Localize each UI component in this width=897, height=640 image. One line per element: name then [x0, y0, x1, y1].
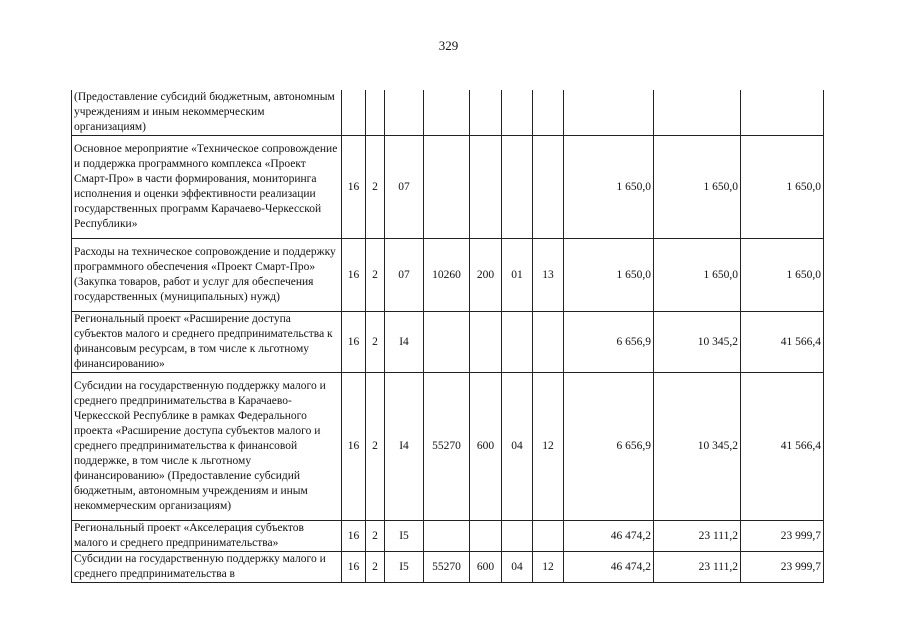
- code-ministry: 16: [342, 239, 366, 312]
- amount-year-3: 41 566,4: [741, 373, 824, 521]
- code-direction: [424, 136, 470, 239]
- row-description: Региональный проект «Расширение доступа субъектов малого и среднего предпринимательства к финансовым ресурсам, в том числе к льготному финансированию»: [72, 312, 342, 373]
- page-number: 329: [438, 38, 459, 53]
- amount-year-3: [741, 90, 824, 136]
- amount-year-2: 23 111,2: [654, 521, 741, 552]
- code-ministry: [342, 90, 366, 136]
- code-expense-type: 600: [470, 552, 502, 583]
- code-subprogram: 07: [385, 136, 424, 239]
- code-ministry: 16: [342, 552, 366, 583]
- code-program: 2: [366, 239, 385, 312]
- table-row: [72, 136, 824, 239]
- amount-year-3: 1 650,0: [741, 239, 824, 312]
- amount-year-3: 23 999,7: [741, 552, 824, 583]
- amount-year-2: [654, 90, 741, 136]
- amount-year-1: 46 474,2: [564, 521, 654, 552]
- code-expense-type: [470, 136, 502, 239]
- code-direction: 55270: [424, 552, 470, 583]
- amount-year-2: 10 345,2: [654, 312, 741, 373]
- budget-table: [71, 90, 824, 583]
- code-subprogram: [385, 90, 424, 136]
- code-section: 01: [502, 239, 533, 312]
- code-subsection: [533, 521, 564, 552]
- code-ministry: 16: [342, 136, 366, 239]
- code-subprogram: I5: [385, 521, 424, 552]
- amount-year-1: [564, 90, 654, 136]
- table-row: [72, 239, 824, 312]
- code-direction: [424, 312, 470, 373]
- amount-year-1: 6 656,9: [564, 373, 654, 521]
- code-program: [366, 90, 385, 136]
- code-ministry: 16: [342, 521, 366, 552]
- row-description: Расходы на техническое сопровождение и поддержку программного обеспечения «Проект Смарт-Про» (Закупка товаров, работ и услуг для обеспечения государственных (муниципальных) нужд): [72, 239, 342, 312]
- row-description: Субсидии на государственную поддержку малого и среднего предпринимательства в Карачаево-Черкесской Республике в рамках Федерального проекта «Расширение доступа субъектов малого и среднего предпринимательства к финансовой поддержке, в том числе к льготному финансированию» (Предоставление субсидий бюджетным, автономным учреждениям и иным некоммерческим организациям): [72, 373, 342, 521]
- code-program: 2: [366, 521, 385, 552]
- code-direction: [424, 90, 470, 136]
- code-subprogram: I5: [385, 552, 424, 583]
- code-ministry: 16: [342, 312, 366, 373]
- code-program: 2: [366, 312, 385, 373]
- amount-year-1: 46 474,2: [564, 552, 654, 583]
- code-expense-type: 200: [470, 239, 502, 312]
- table-row: [72, 312, 824, 373]
- code-direction: 55270: [424, 373, 470, 521]
- code-direction: 10260: [424, 239, 470, 312]
- row-description: Субсидии на государственную поддержку малого и среднего предпринимательства в: [72, 552, 342, 583]
- table-row: [72, 90, 824, 136]
- amount-year-1: 1 650,0: [564, 136, 654, 239]
- code-section: 04: [502, 373, 533, 521]
- row-description: Основное мероприятие «Техническое сопровождение и поддержка программного комплекса «Проект Смарт-Про» в части формирования, мониторинга исполнения и оценки эффективности реализации государственных программ Карачаево-Черкесской Республики»: [72, 136, 342, 239]
- code-direction: [424, 521, 470, 552]
- code-subsection: 12: [533, 552, 564, 583]
- code-expense-type: [470, 521, 502, 552]
- amount-year-3: 1 650,0: [741, 136, 824, 239]
- code-section: [502, 521, 533, 552]
- amount-year-2: 10 345,2: [654, 373, 741, 521]
- code-subprogram: I4: [385, 373, 424, 521]
- code-expense-type: [470, 312, 502, 373]
- amount-year-2: 1 650,0: [654, 239, 741, 312]
- amount-year-1: 1 650,0: [564, 239, 654, 312]
- code-subsection: [533, 90, 564, 136]
- code-program: 2: [366, 552, 385, 583]
- amount-year-3: 23 999,7: [741, 521, 824, 552]
- amount-year-1: 6 656,9: [564, 312, 654, 373]
- code-expense-type: 600: [470, 373, 502, 521]
- code-ministry: 16: [342, 373, 366, 521]
- row-description: (Предоставление субсидий бюджетным, автономным учреждениям и иным некоммерческим организациям): [72, 90, 342, 136]
- code-subsection: 12: [533, 373, 564, 521]
- row-description: Региональный проект «Акселерация субъектов малого и среднего предпринимательства»: [72, 521, 342, 552]
- code-section: [502, 136, 533, 239]
- code-program: 2: [366, 373, 385, 521]
- code-subprogram: I4: [385, 312, 424, 373]
- amount-year-3: 41 566,4: [741, 312, 824, 373]
- code-subsection: [533, 136, 564, 239]
- table-row: [72, 373, 824, 521]
- code-section: [502, 90, 533, 136]
- amount-year-2: 23 111,2: [654, 552, 741, 583]
- code-subprogram: 07: [385, 239, 424, 312]
- code-subsection: [533, 312, 564, 373]
- code-section: [502, 312, 533, 373]
- amount-year-2: 1 650,0: [654, 136, 741, 239]
- code-expense-type: [470, 90, 502, 136]
- code-program: 2: [366, 136, 385, 239]
- code-subsection: 13: [533, 239, 564, 312]
- table-row: [72, 552, 824, 583]
- table-row: [72, 521, 824, 552]
- code-section: 04: [502, 552, 533, 583]
